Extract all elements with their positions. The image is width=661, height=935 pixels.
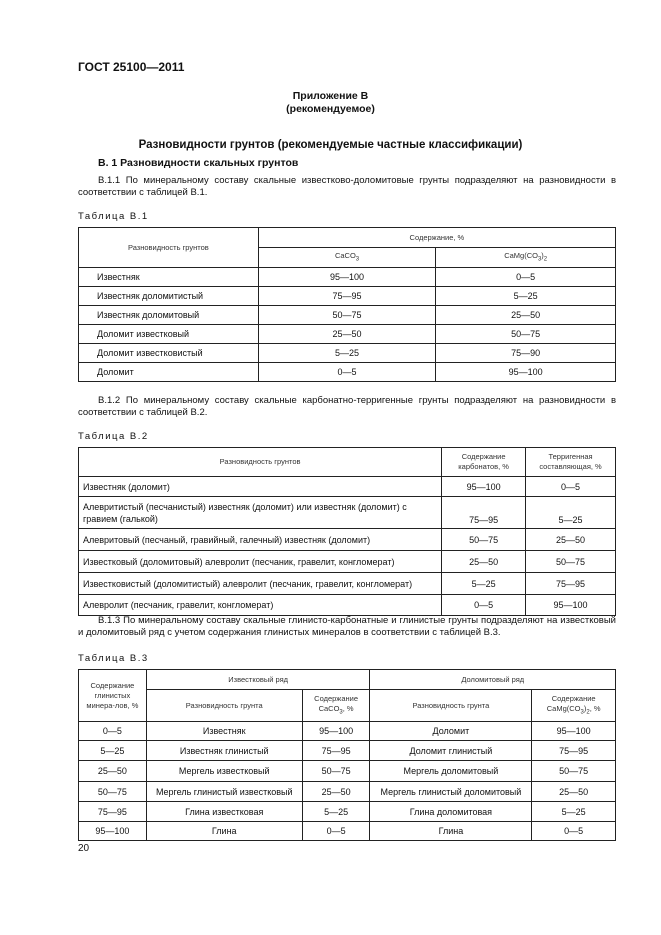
table2-header-type: Разновидность грунтов <box>79 448 442 477</box>
appendix-title: Приложение В <box>292 90 369 102</box>
table1-header-caco3: CaCO$_3$ <box>258 248 436 268</box>
table-row: 95—100 Глина 0—5 Глина 0—5 <box>79 822 616 841</box>
table3-header-dolo-series: Доломитовый ряд <box>370 670 616 690</box>
table-row: Доломит известковый 25—50 50—75 <box>79 325 616 344</box>
table-row: Известняк (доломит) 95—100 0—5 <box>79 477 616 497</box>
appendix-heading <box>0 90 661 116</box>
table3-header-clay: Содержание глинистых минера-лов, % <box>79 670 147 722</box>
table2-header-carbonates: Содержание карбонатов, % <box>442 448 526 477</box>
table-row: Известковый (доломитовый) алевролит (песчаник, гравелит, конгломерат) 25—50 50—75 <box>79 551 616 573</box>
table-row: Известняк 95—100 0—5 <box>79 268 616 287</box>
paragraph-b13-text: В.1.3 По минеральному составу скальные глинисто-карбонатные и глинистые грунты подразделяют на известковый и доломитовый ряд с учетом содержания глинистых минералов в соответствии с таблицей В.3. <box>78 615 616 638</box>
paragraph-b12-text: В.1.2 По минеральному составу скальные карбонатно-терригенные грунты подразделяют на разновидности в соответствии с таблицей В.2. <box>78 395 616 418</box>
table-row: Алевролит (песчаник, гравелит, конгломерат) 0—5 95—100 <box>79 595 616 616</box>
table-row: Известковистый (доломитистый) алевролит (песчаник, гравелит, конгломерат) 5—25 75—95 <box>79 573 616 595</box>
paragraph-b12 <box>78 395 616 419</box>
table1-header-camg: $CaMg(CO_3)_2$ <box>436 248 616 268</box>
table-b1 <box>78 227 616 382</box>
table-row: 50—75 Мергель глинистый известковый 25—50 Мергель глинистый доломитовый 25—50 <box>79 782 616 802</box>
table3-header-lime-series: Известковый ряд <box>146 670 370 690</box>
section-title: В. 1 Разновидности скальных грунтов <box>98 157 299 169</box>
paragraph-b13 <box>78 615 616 639</box>
paragraph-b11 <box>78 175 616 199</box>
table-row: Доломит известковистый 5—25 75—90 <box>79 344 616 363</box>
table-row: 5—25 Известняк глинистый 75—95 Доломит глинистый 75—95 <box>79 741 616 761</box>
table3-caption: Таблица В.3 <box>78 653 149 664</box>
table-row: 75—95 Глина известковая 5—25 Глина доломитовая 5—25 <box>79 802 616 822</box>
table1-header-type: Разновидность грунтов <box>79 228 259 268</box>
document-code: ГОСТ 25100—2011 <box>78 60 185 74</box>
table2-header-terrigenous: Терригенная составляющая, % <box>526 448 616 477</box>
table3-header-lime-type: Разновидность грунта <box>146 690 302 722</box>
table-b2 <box>78 447 616 616</box>
appendix-subtitle: (рекомендуемое) <box>286 103 375 115</box>
table-row: Алевритовый (песчаный, гравийный, галечный) известняк (доломит) 50—75 25—50 <box>79 529 616 551</box>
table-row: 25—50 Мергель известковый 50—75 Мергель доломитовый 50—75 <box>79 761 616 782</box>
table3-header-lime-content: Содержание CaCO$_3$, % <box>302 690 370 722</box>
table-row: Алевритистый (песчанистый) известняк (доломит) или известняк (доломит) с гравием (галькой) 75—95 5—25 <box>79 497 616 529</box>
table3-header-dolo-type: Разновидность грунта <box>370 690 532 722</box>
main-title: Разновидности грунтов (рекомендуемые частные классификации) <box>138 139 523 151</box>
paragraph-b11-text: В.1.1 По минеральному составу скальные известково-доломитовые грунты подразделяют на разновидности в соответствии с таблицей В.1. <box>78 175 616 198</box>
table-row: Доломит 0—5 95—100 <box>79 363 616 382</box>
table1-header-content: Содержание, % <box>258 228 615 248</box>
table-b3 <box>78 669 616 841</box>
table3-header-dolo-content: Содержание $CaMg(CO_3)_2$, % <box>532 690 616 722</box>
table-row: Известняк доломитовый 50—75 25—50 <box>79 306 616 325</box>
table-row: 0—5 Известняк 95—100 Доломит 95—100 <box>79 722 616 741</box>
page-number: 20 <box>78 843 90 854</box>
table2-caption: Таблица В.2 <box>78 431 149 442</box>
table-row: Известняк доломитистый 75—95 5—25 <box>79 287 616 306</box>
table1-caption: Таблица В.1 <box>78 211 149 222</box>
